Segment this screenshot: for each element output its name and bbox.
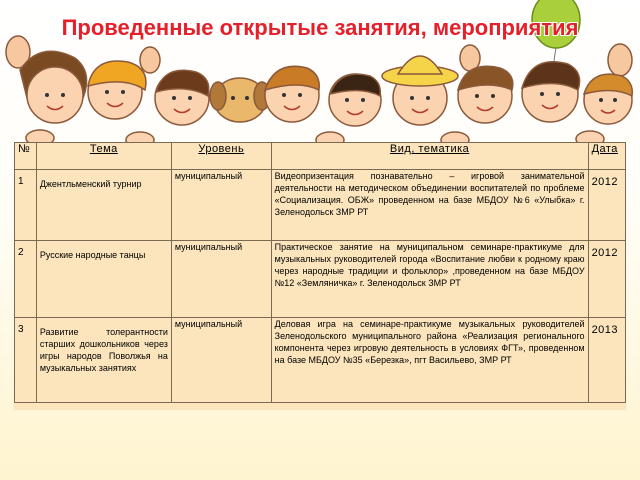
events-table-container	[14, 142, 626, 410]
row-level: муниципальный	[171, 318, 271, 403]
header-type-label: Вид, тематика	[389, 143, 470, 155]
table-header-row	[15, 143, 626, 170]
slide-title: Проведенные открытые занятия, мероприятия	[61, 15, 579, 40]
row-level: муниципальный	[171, 241, 271, 318]
header-num-label: №	[18, 143, 30, 155]
header-topic-label: Тема	[89, 143, 118, 155]
row-level: муниципальный	[171, 170, 271, 241]
table-row	[15, 318, 626, 403]
events-table	[14, 142, 626, 403]
header-type	[271, 143, 588, 170]
header-date	[588, 143, 625, 170]
row-number: 1	[15, 170, 37, 241]
header-num	[15, 143, 37, 170]
kid-heads	[20, 51, 632, 126]
header-date-label: Дата	[591, 143, 618, 155]
row-topic: Русские народные танцы	[36, 241, 171, 318]
row-number: 3	[15, 318, 37, 403]
row-type: Видеопризентация познавательно – игровой занимательной деятельности на методическом объединении воспитателей по проблеме «Социализация. ОБЖ» проведенном на базе МБДОУ №6 «Улыбка» г. Зеленодольск ЗМР РТ	[271, 170, 588, 241]
row-type: Практическое занятие на муниципальном семинаре-практикуме для музыкальных руководителей города «Воспитание любви к родному краю через народные традиции и фольклор» ,проведенном на базе МБДОУ №12 «Земляничка» г. Зеленодольск ЗМР РТ	[271, 241, 588, 318]
row-topic: Развитие толерантности старших дошкольников через игры народов Поволжья на музыкальных занятиях	[36, 318, 171, 403]
table-row	[15, 170, 626, 241]
row-number: 2	[15, 241, 37, 318]
header-level-label: Уровень	[198, 143, 245, 155]
header-level	[171, 143, 271, 170]
row-date: 2012	[588, 241, 625, 318]
row-topic: Джентльменский турнир	[36, 170, 171, 241]
row-type: Деловая игра на семинаре-практикуме музыкальных руководителей Зеленодольского муниципального района «Реализация регионального компонента через игровую деятельность в условиях ФГТ», проведенном на базе МБДОУ №35 «Березка», пгт Васильево, ЗМР РТ	[271, 318, 588, 403]
row-date: 2013	[588, 318, 625, 403]
row-date: 2012	[588, 170, 625, 241]
header-topic	[36, 143, 171, 170]
table-row	[15, 241, 626, 318]
